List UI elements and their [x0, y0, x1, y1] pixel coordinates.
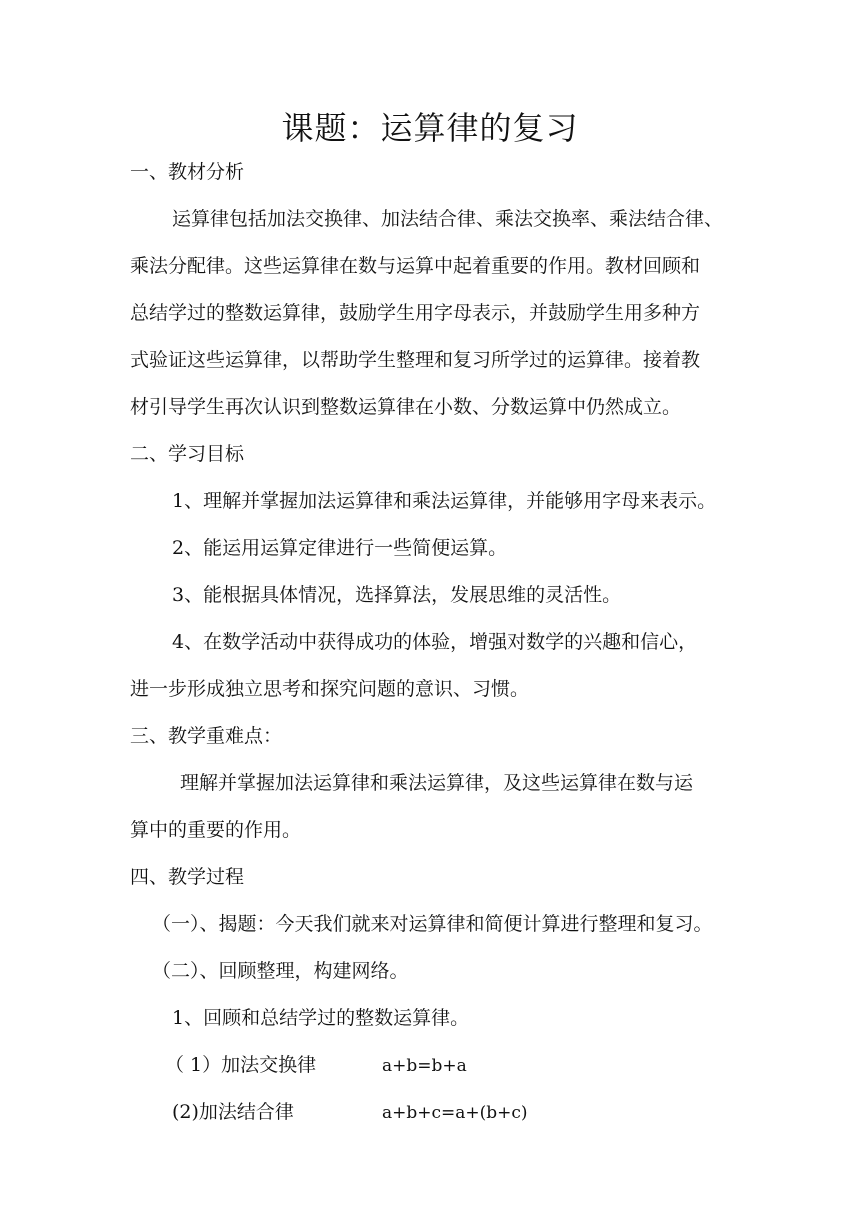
paragraph-line: 式验证这些运算律，以帮助学生整理和复习所学过的运算律。接着教 [130, 349, 701, 371]
law-formula: a+b=b+a [382, 1056, 467, 1076]
paragraph-line: 理解并掌握加法运算律和乘法运算律，及这些运算律在数与运 [180, 772, 694, 794]
law-name: (2)加法结合律 [172, 1101, 294, 1123]
paragraph-line: 总结学过的整数运算律，鼓励学生用字母表示，并鼓励学生用多种方 [130, 302, 701, 324]
section-heading-key-points: 三、教学重难点： [130, 725, 283, 747]
list-item: 2、能运用运算定律进行一些简便运算。 [172, 537, 508, 559]
section-heading-teaching-process: 四、教学过程 [130, 866, 245, 888]
list-item: 1、理解并掌握加法运算律和乘法运算律，并能够用字母来表示。 [172, 490, 717, 512]
paragraph-line: 运算律包括加法交换律、加法结合律、乘法交换率、乘法结合律、 [172, 208, 724, 230]
law-formula: a+b+c=a+(b+c) [382, 1103, 528, 1123]
paragraph-line: 算中的重要的作用。 [130, 819, 302, 841]
process-line: 1、回顾和总结学过的整数运算律。 [172, 1007, 470, 1029]
process-line: （一）、揭题：今天我们就来对运算律和简便计算进行整理和复习。 [152, 913, 713, 935]
law-name: （ 1）加法交换律 [165, 1054, 317, 1076]
list-item-continuation: 进一步形成独立思考和探究问题的意识、习惯。 [130, 678, 530, 700]
list-item: 4、在数学活动中获得成功的体验，增强对数学的兴趣和信心， [172, 631, 698, 653]
process-line: （二）、回顾整理，构建网络。 [152, 960, 409, 982]
paragraph-line: 材引导学生再次认识到整数运算律在小数、分数运算中仍然成立。 [130, 396, 682, 418]
section-heading-learning-goals: 二、学习目标 [130, 443, 245, 465]
paragraph-line: 乘法分配律。这些运算律在数与运算中起着重要的作用。教材回顾和 [130, 255, 701, 277]
list-item: 3、能根据具体情况，选择算法，发展思维的灵活性。 [172, 584, 622, 606]
section-heading-textbook-analysis: 一、教材分析 [130, 161, 245, 183]
page-title: 课题：运算律的复习 [281, 109, 579, 147]
